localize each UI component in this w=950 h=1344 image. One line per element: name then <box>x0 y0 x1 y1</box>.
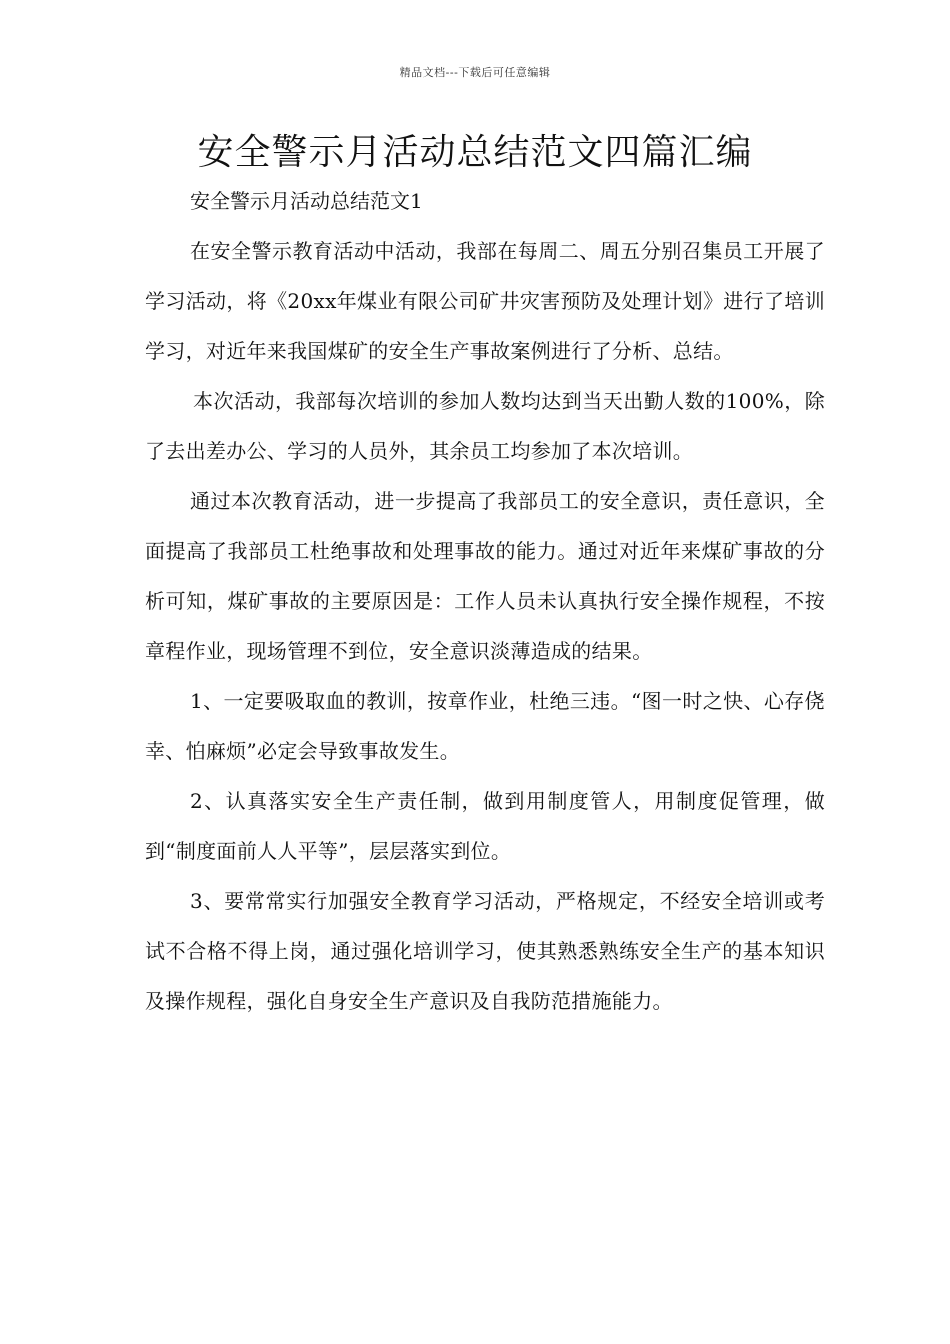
paragraph: 1、一定要吸取血的教训，按章作业，杜绝三违。“图一时之快、心存侥幸、怕麻烦”必定会导致事故发生。 <box>145 689 825 763</box>
paragraph: 2、认真落实安全生产责任制，做到用制度管人，用制度促管理，做到“制度面前人人平等”，层层落实到位。 <box>145 789 825 863</box>
document-title: 安全警示月活动总结范文四篇汇编 <box>197 132 753 173</box>
document-body <box>145 226 825 1026</box>
header-note: 精品文档---下载后可任意编辑 <box>399 66 551 79</box>
paragraph: 本次活动，我部每次培训的参加人数均达到当天出勤人数的100%，除了去出差办公、学习的人员外，其余员工均参加了本次培训。 <box>145 389 825 463</box>
paragraph: 通过本次教育活动，进一步提高了我部员工的安全意识，责任意识，全面提高了我部员工杜绝事故和处理事故的能力。通过对近年来煤矿事故的分析可知，煤矿事故的主要原因是：工作人员未认真执行安全操作规程，不按章程作业，现场管理不到位，安全意识淡薄造成的结果。 <box>145 489 825 663</box>
section-heading: 安全警示月活动总结范文1 <box>190 189 423 213</box>
paragraph: 在安全警示教育活动中活动，我部在每周二、周五分别召集员工开展了学习活动，将《20xx年煤业有限公司矿井灾害预防及处理计划》进行了培训学习，对近年来我国煤矿的安全生产事故案例进行了分析、总结。 <box>145 239 825 363</box>
paragraph: 3、要常常实行加强安全教育学习活动，严格规定，不经安全培训或考试不合格不得上岗，通过强化培训学习，使其熟悉熟练安全生产的基本知识及操作规程，强化自身安全生产意识及自我防范措施能力。 <box>145 889 825 1013</box>
